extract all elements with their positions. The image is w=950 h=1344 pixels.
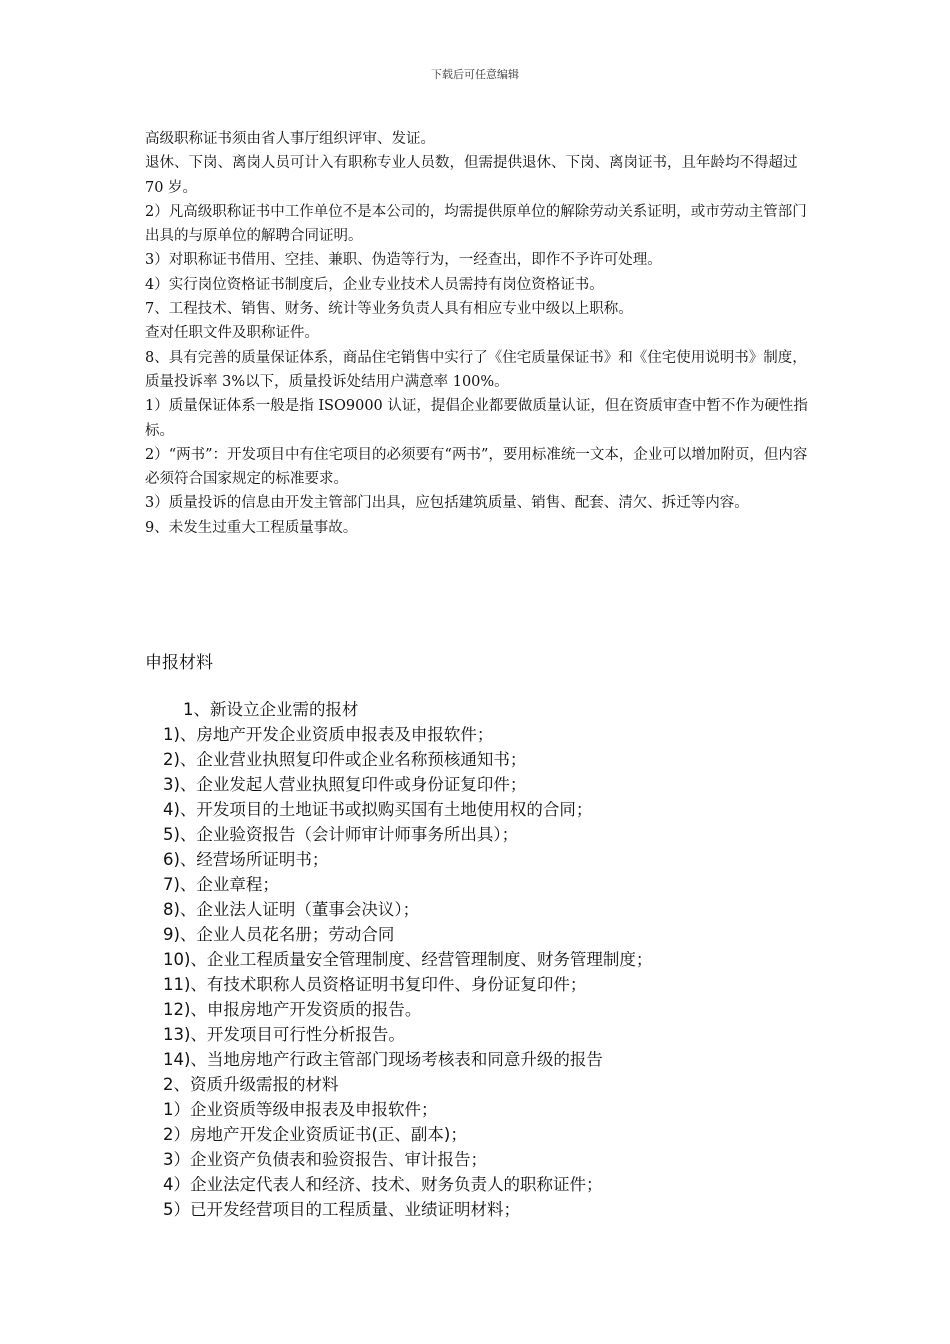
list-item: 3)、企业发起人营业执照复印件或身份证复印件； — [163, 775, 527, 794]
list-heading: 1、新设立企业需的报材 — [183, 700, 359, 719]
list-item: 2、资质升级需报的材料 — [163, 1075, 339, 1094]
paragraph: 4）实行岗位资格证书制度后，企业专业技术人员需持有岗位资格证书。 — [145, 276, 604, 293]
list-item: 4)、开发项目的土地证书或拟购买国有土地使用权的合同； — [163, 800, 593, 819]
paragraph: 7、工程技术、销售、财务、统计等业务负责人具有相应专业中级以上职称。 — [145, 301, 633, 318]
paragraph: 9、未发生过重大工程质量事故。 — [145, 519, 358, 536]
requirements-text-block — [145, 127, 813, 540]
paragraph: 2）凡高级职称证书中工作单位不是本公司的，均需提供原单位的解除劳动关系证明，或市劳动主管部门出具的与原单位的解聘合同证明。 — [145, 203, 807, 245]
list-item: 7)、企业章程； — [163, 875, 279, 894]
list-item: 1）企业资质等级申报表及申报软件； — [163, 1100, 438, 1119]
list-item: 2)、企业营业执照复印件或企业名称预核通知书； — [163, 750, 527, 769]
list-item: 11)、有技术职称人员资格证明书复印件、身份证复印件； — [163, 975, 587, 994]
paragraph: 2）“两书”：开发项目中有住宅项目的必须要有“两书”，要用标准统一文本，企业可以增加附页，但内容必须符合国家规定的标准要求。 — [145, 446, 808, 488]
list-item: 6)、经营场所证明书； — [163, 850, 329, 869]
materials-list — [163, 697, 843, 1222]
list-item: 10)、企业工程质量安全管理制度、经营管理制度、财务管理制度； — [163, 950, 653, 969]
list-item: 8)、企业法人证明（董事会决议）； — [163, 900, 420, 919]
list-item: 5)、企业验资报告（会计师审计师事务所出具）； — [163, 825, 519, 844]
paragraph: 3）质量投诉的信息由开发主管部门出具，应包括建筑质量、销售、配套、清欠、拆迁等内容。 — [145, 495, 749, 512]
list-item: 1)、房地产开发企业资质申报表及申报软件； — [163, 725, 494, 744]
list-item: 14)、当地房地产行政主管部门现场考核表和同意升级的报告 — [163, 1050, 603, 1069]
list-item: 12)、申报房地产开发资质的报告。 — [163, 1000, 422, 1019]
list-item: 9)、企业人员花名册；劳动合同 — [163, 925, 395, 944]
paragraph: 退休、下岗、离岗人员可计入有职称专业人员数，但需提供退休、下岗、离岗证书，且年龄均不得超过 70 岁。 — [145, 155, 798, 196]
paragraph: 1）质量保证体系一般是指 ISO9000 认证，提倡企业都要做质量认证，但在资质审查中暂不作为硬性指标。 — [145, 398, 808, 439]
paragraph: 3）对职称证书借用、空挂、兼职、伪造等行为，一经查出，即作不予许可处理。 — [145, 252, 662, 269]
list-item: 13)、开发项目可行性分析报告。 — [163, 1025, 405, 1044]
list-item: 3）企业资产负债表和验资报告、审计报告； — [163, 1150, 487, 1169]
list-item: 2）房地产开发企业资质证书(正、副本)； — [163, 1125, 467, 1144]
paragraph: 高级职称证书须由省人事厅组织评审、发证。 — [145, 131, 435, 147]
list-item: 4）企业法定代表人和经济、技术、财务负责人的职称证件； — [163, 1175, 603, 1194]
list-item: 5）已开发经营项目的工程质量、业绩证明材料； — [163, 1200, 520, 1219]
paragraph: 8、具有完善的质量保证体系，商品住宅销售中实行了《住宅质量保证书》和《住宅使用说明书》制度，质量投诉率 3%以下，质量投诉处结用户满意率 100%。 — [145, 349, 807, 390]
page-header-note: 下载后可任意编辑 — [431, 68, 519, 81]
paragraph: 查对任职文件及职称证件。 — [145, 325, 319, 342]
section-title: 申报材料 — [145, 653, 213, 673]
